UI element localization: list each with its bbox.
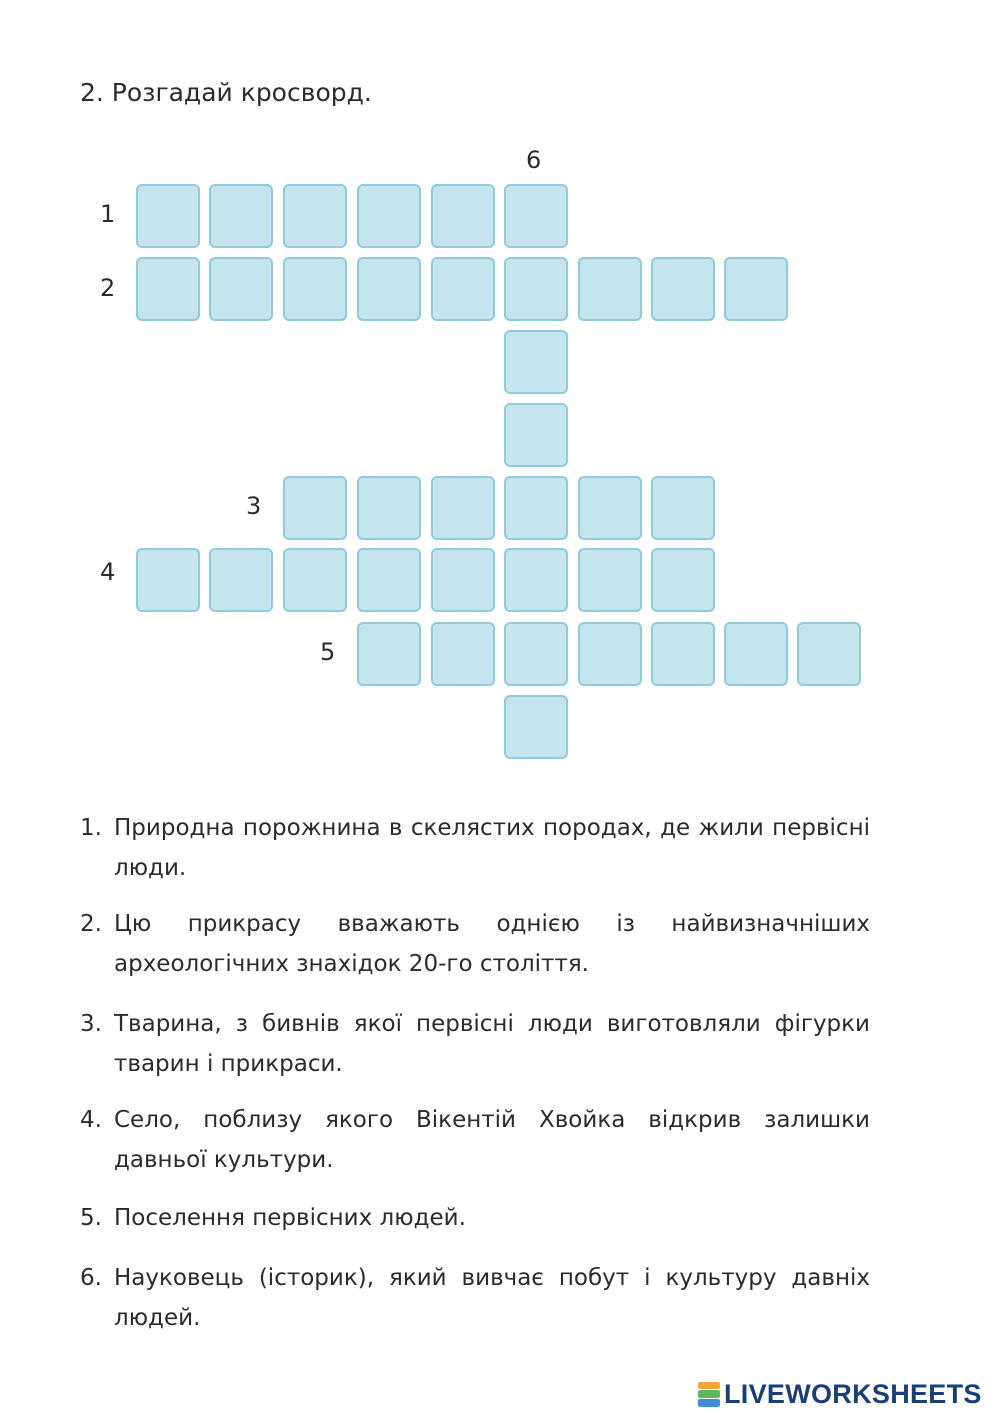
crossword-cell[interactable] (578, 257, 642, 321)
clue-4-number: 4. (80, 1107, 102, 1133)
clue-5 (80, 1198, 870, 1238)
clue-5-text: Поселення первісних людей. (114, 1205, 466, 1231)
clue-6-number: 6. (80, 1265, 102, 1291)
clue-number-6: 6 (526, 146, 542, 174)
clue-1-text: Природна порожнина в скелястих породах, де жили первісні люди. (114, 815, 870, 881)
clue-6-text: Науковець (історик), який вивчає побут і культуру давніх людей. (114, 1265, 870, 1331)
crossword-cell[interactable] (724, 257, 788, 321)
crossword-cell[interactable] (504, 257, 568, 321)
crossword-cell[interactable] (578, 476, 642, 540)
crossword-cell[interactable] (651, 476, 715, 540)
crossword-cell[interactable] (651, 548, 715, 612)
crossword-cell[interactable] (283, 257, 347, 321)
crossword-cell[interactable] (209, 548, 273, 612)
clue-1 (80, 808, 870, 888)
liveworksheets-icon (698, 1382, 720, 1408)
crossword-cell[interactable] (578, 548, 642, 612)
crossword-cell[interactable] (504, 548, 568, 612)
crossword-cell[interactable] (431, 257, 495, 321)
crossword-cell[interactable] (431, 476, 495, 540)
crossword-cell[interactable] (431, 184, 495, 248)
clue-number-5: 5 (320, 638, 336, 666)
clue-number-4: 4 (100, 558, 116, 586)
crossword-cell[interactable] (283, 548, 347, 612)
crossword-cell[interactable] (136, 257, 200, 321)
liveworksheets-logo (698, 1379, 982, 1410)
crossword-cell[interactable] (651, 622, 715, 686)
crossword-cell[interactable] (504, 622, 568, 686)
exercise-title: 2. Розгадай кросворд. (80, 78, 372, 107)
crossword-cell[interactable] (797, 622, 861, 686)
crossword-cell[interactable] (504, 184, 568, 248)
crossword-cell[interactable] (136, 184, 200, 248)
clue-4-text: Село, поблизу якого Вікентій Хвойка відкрив залишки давньої культури. (114, 1107, 870, 1173)
crossword-cell[interactable] (357, 622, 421, 686)
clue-6 (80, 1258, 870, 1338)
clue-2 (80, 904, 870, 984)
crossword-cell[interactable] (724, 622, 788, 686)
crossword-cell[interactable] (209, 184, 273, 248)
clue-2-text: Цю прикрасу вважають однією із найвизначніших археологічних знахідок 20-го століття. (114, 911, 870, 977)
clue-3 (80, 1004, 870, 1084)
clue-4 (80, 1100, 870, 1180)
clue-3-number: 3. (80, 1011, 102, 1037)
crossword-cell[interactable] (651, 257, 715, 321)
crossword-cell[interactable] (431, 548, 495, 612)
brand-name: LIVEWORKSHEETS (724, 1379, 982, 1409)
crossword-cell[interactable] (283, 476, 347, 540)
crossword-cell[interactable] (136, 548, 200, 612)
crossword-cell[interactable] (504, 695, 568, 759)
clue-1-number: 1. (80, 815, 102, 841)
crossword-cell[interactable] (578, 622, 642, 686)
clue-number-2: 2 (100, 274, 116, 302)
crossword-cell[interactable] (283, 184, 347, 248)
clue-number-3: 3 (246, 492, 262, 520)
clue-3-text: Тварина, з бивнів якої первісні люди виготовляли фігурки тварин і прикраси. (114, 1011, 870, 1077)
clue-2-number: 2. (80, 911, 102, 937)
crossword-cell[interactable] (209, 257, 273, 321)
crossword-cell[interactable] (357, 548, 421, 612)
crossword-cell[interactable] (357, 184, 421, 248)
crossword-cell[interactable] (357, 257, 421, 321)
crossword-cell[interactable] (504, 330, 568, 394)
crossword-cell[interactable] (357, 476, 421, 540)
clue-5-number: 5. (80, 1205, 102, 1231)
crossword-cell[interactable] (431, 622, 495, 686)
crossword-cell[interactable] (504, 476, 568, 540)
clue-number-1: 1 (100, 200, 116, 228)
crossword-cell[interactable] (504, 403, 568, 467)
